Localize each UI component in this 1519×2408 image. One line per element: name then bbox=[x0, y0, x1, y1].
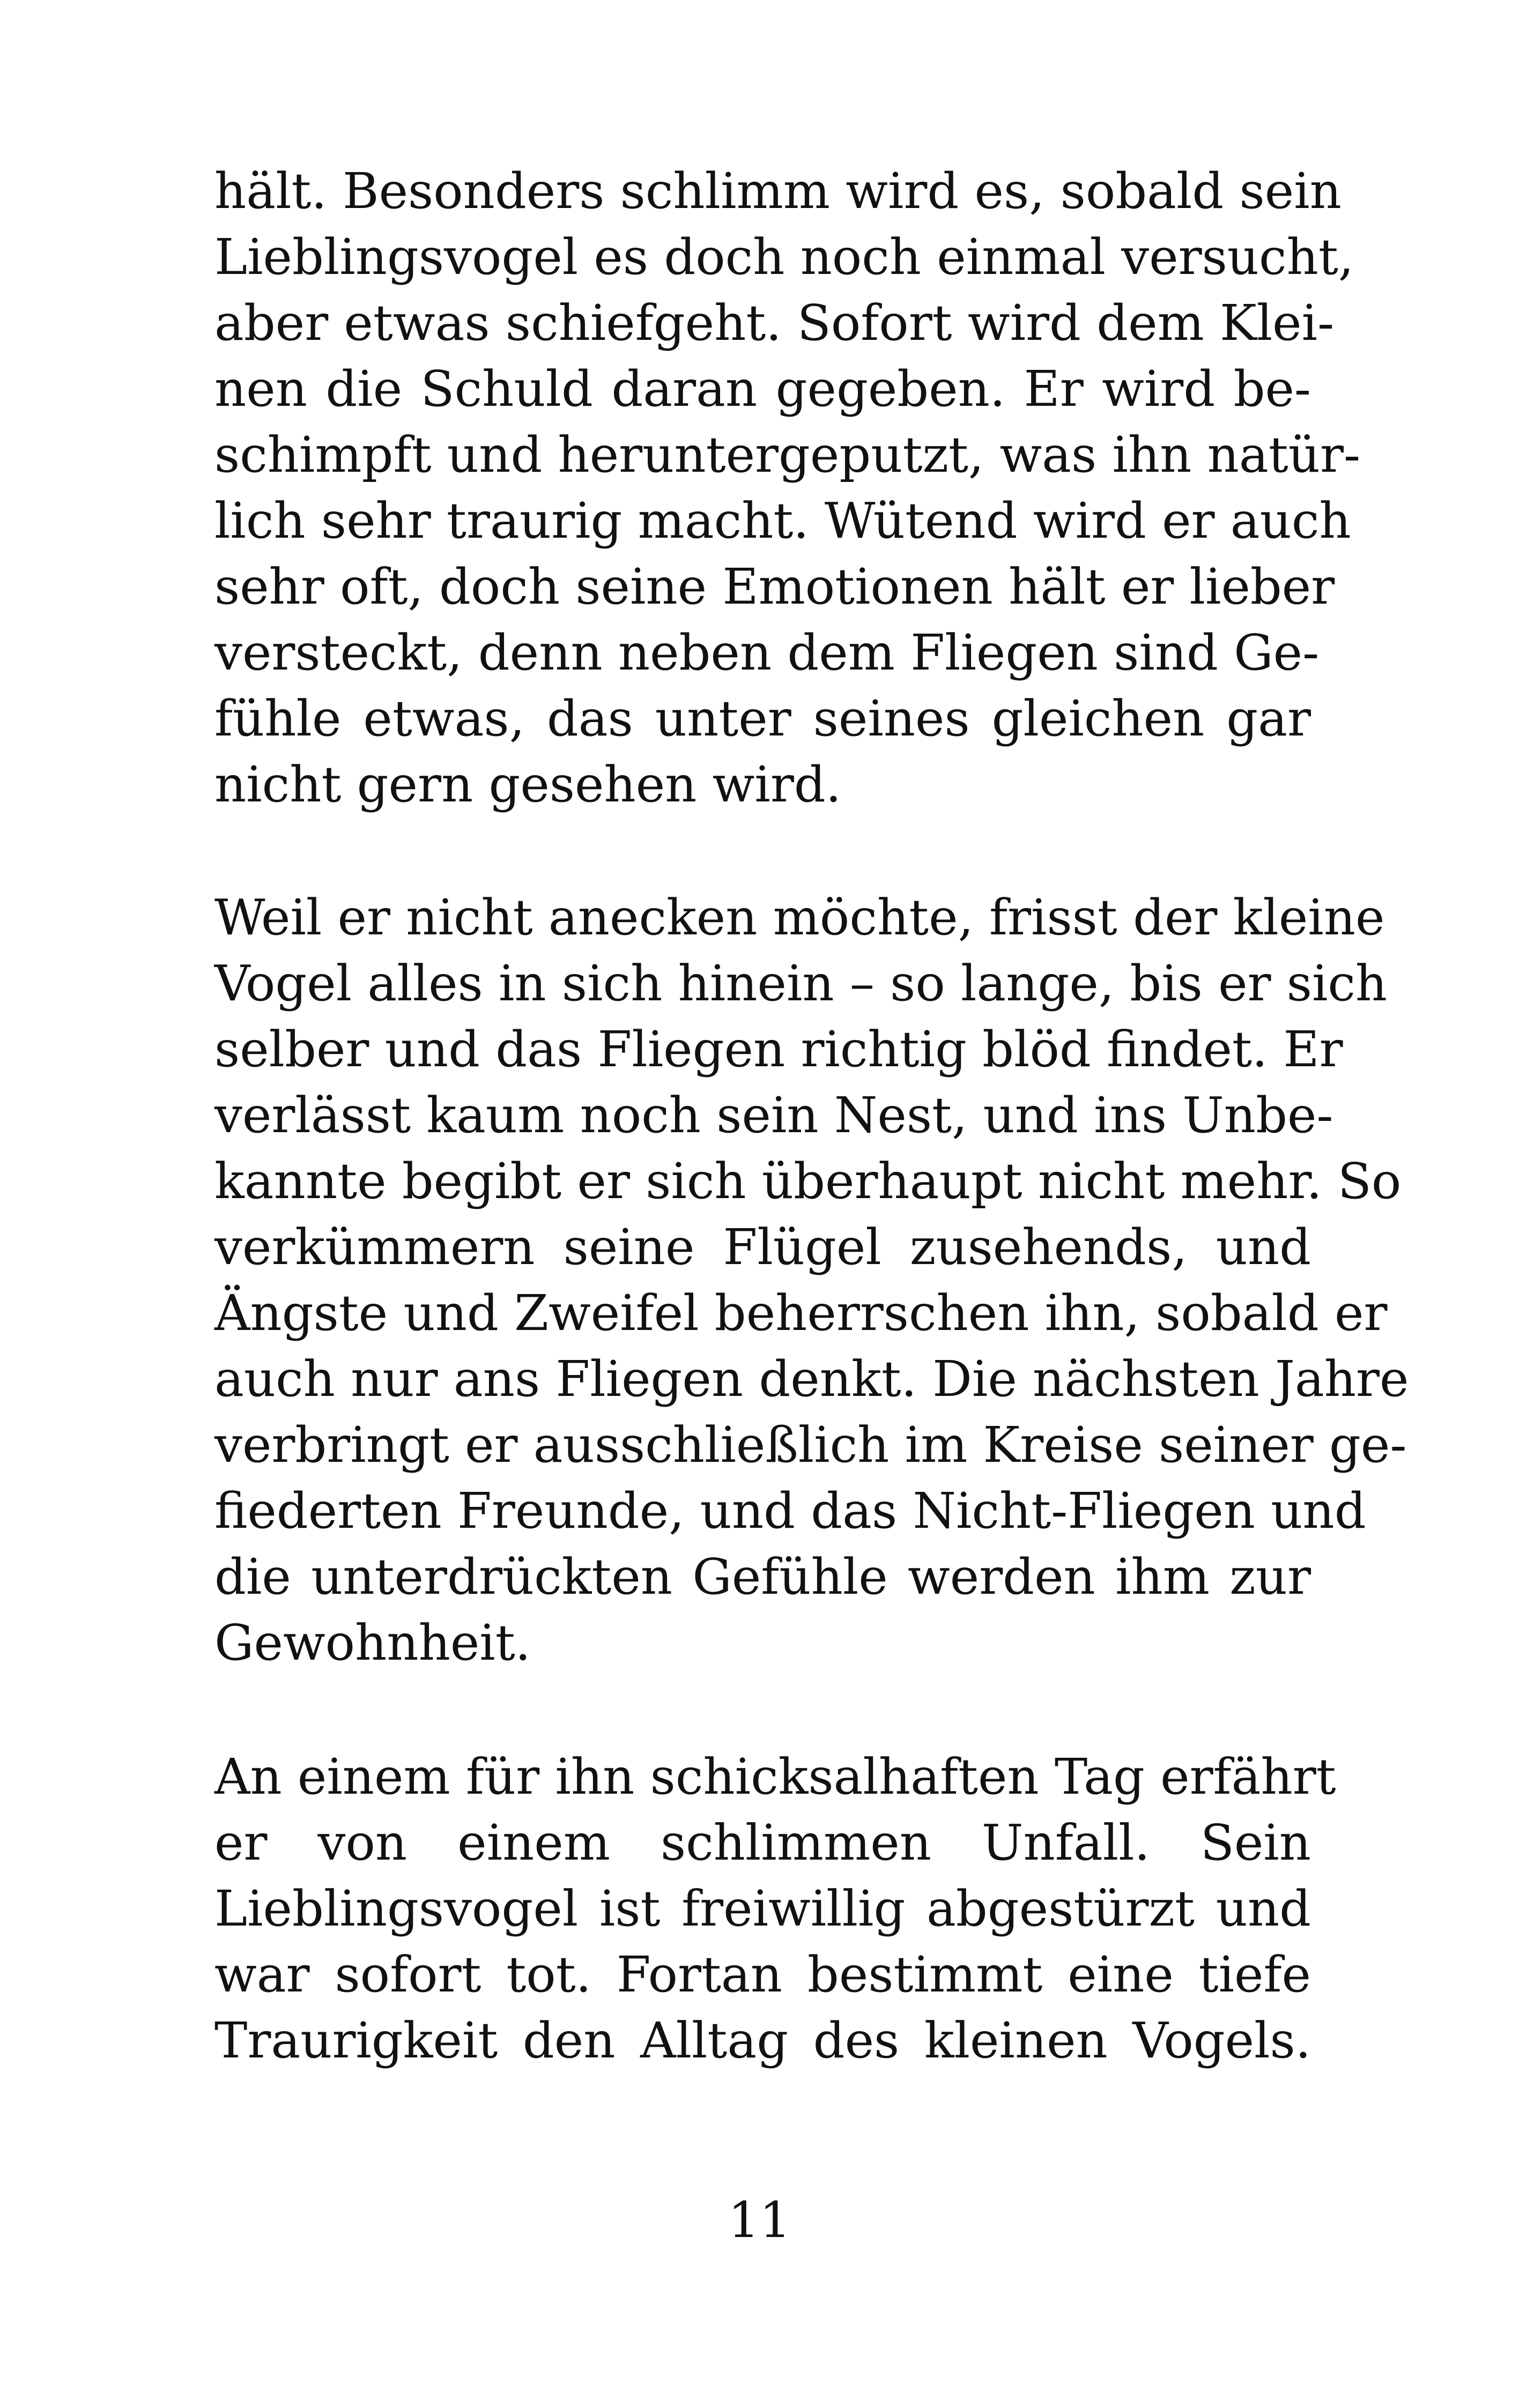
text-line: Lieblingsvogel es doch noch einmal versucht, bbox=[214, 228, 1354, 286]
text-line: nen die Schuld daran gegeben. Er wird be- bbox=[214, 360, 1311, 418]
page-number: 11 bbox=[728, 2191, 791, 2249]
text-line: Traurigkeit den Alltag des kleinen Vogels. bbox=[214, 2012, 1311, 2069]
text-line: sehr oft, doch seine Emotionen hält er lieber bbox=[214, 558, 1335, 615]
text-line: fühle etwas, das unter seines gleichen gar bbox=[214, 690, 1311, 747]
text-line: war sofort tot. Fortan bestimmt eine tiefe bbox=[214, 1946, 1311, 2003]
text-line: selber und das Fliegen richtig blöd findet. Er bbox=[214, 1021, 1343, 1078]
text-line: lich sehr traurig macht. Wütend wird er auch bbox=[214, 492, 1351, 549]
text-line: schimpft und heruntergeputzt, was ihn natür- bbox=[214, 426, 1361, 484]
text-line: verkümmern seine Flügel zusehends, und bbox=[214, 1218, 1311, 1276]
text-line: nicht gern gesehen wird. bbox=[214, 756, 841, 813]
text-line: verlässt kaum noch sein Nest, und ins Unbe- bbox=[214, 1087, 1333, 1144]
text-line: Ängste und Zweifel beherrschen ihn, sobald er bbox=[214, 1284, 1388, 1342]
text-line: Vogel alles in sich hinein – so lange, bis er sich bbox=[214, 955, 1388, 1012]
paragraph-3 bbox=[214, 1744, 1336, 2073]
text-line: Lieblingsvogel ist freiwillig abgestürzt und bbox=[214, 1880, 1311, 1937]
text-line: er von einem schlimmen Unfall. Sein bbox=[214, 1814, 1311, 1871]
text-line: kannte begibt er sich überhaupt nicht mehr. So bbox=[214, 1153, 1402, 1210]
text-line: An einem für ihn schicksalhaften Tag erfährt bbox=[214, 1748, 1336, 1805]
text-line: verbringt er ausschließlich im Kreise seiner ge- bbox=[214, 1416, 1407, 1474]
paragraph-1 bbox=[214, 158, 1361, 817]
text-line: fiederten Freunde, und das Nicht-Fliegen und bbox=[214, 1482, 1366, 1540]
text-line: Weil er nicht anecken möchte, frisst der kleine bbox=[214, 889, 1385, 946]
text-line: aber etwas schiefgeht. Sofort wird dem Klei- bbox=[214, 294, 1335, 352]
text-line: die unterdrückten Gefühle werden ihm zur bbox=[214, 1548, 1311, 1606]
paragraph-2 bbox=[214, 885, 1409, 1676]
text-line: Gewohnheit. bbox=[214, 1614, 531, 1671]
text-line: auch nur ans Fliegen denkt. Die nächsten Jahre bbox=[214, 1350, 1409, 1408]
text-line: hält. Besonders schlimm wird es, sobald sein bbox=[214, 162, 1342, 220]
text-line: versteckt, denn neben dem Fliegen sind Ge- bbox=[214, 624, 1320, 681]
